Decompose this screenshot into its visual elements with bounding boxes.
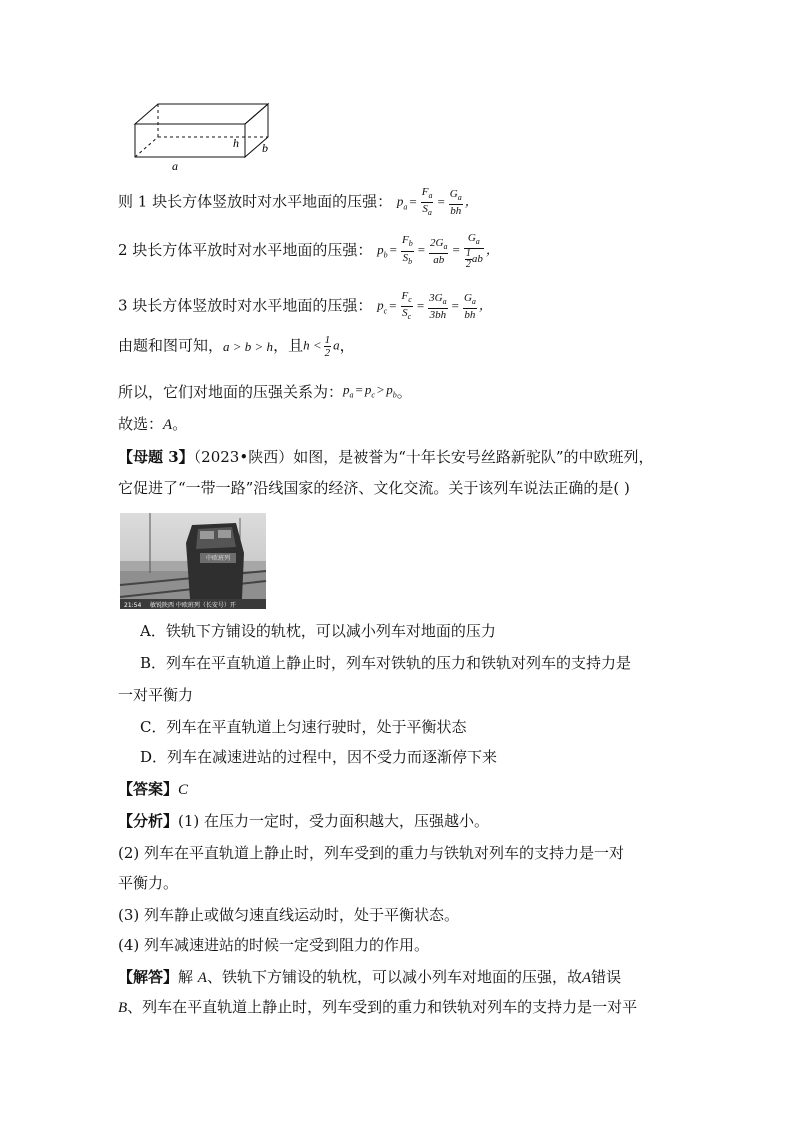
- label-a: a: [172, 159, 178, 173]
- option-b-cont: 一对平衡力: [118, 686, 194, 704]
- question-tag: 【母题 3】: [118, 448, 194, 466]
- solution-line-2: B、列车在平直轨道上静止时，列车受到的重力和铁轨对列车的支持力是一对平: [118, 998, 638, 1016]
- inequality: a > b > h: [223, 338, 274, 354]
- text: 故选：: [118, 415, 164, 433]
- h-half-a: h < $\frac{1}{2}$ a: [303, 334, 340, 359]
- analysis-line-3: (3) 列车静止或做匀速直线运动时，处于平衡状态。: [118, 906, 460, 924]
- analysis-line-4: (4) 列车减速进站的时候一定受到阻力的作用。: [118, 936, 430, 954]
- formula-pa: $p_a$ = $\frac{F_a}{S_a}$ = $\frac{G_a}{bh}$ ，: [396, 186, 478, 218]
- train-sign: 中欧班列: [205, 555, 231, 562]
- answer-line: [118, 778, 188, 801]
- answer-tag: 【答案】: [118, 780, 179, 798]
- relation-formula: $p_a = p_c > p_b$: [343, 382, 397, 400]
- analysis-line-2-cont: 平衡力。: [118, 874, 179, 892]
- question-line-2: 它促进了“一带一路”沿线国家的经济、文化交流。关于该列车说法正确的是( ): [118, 479, 630, 497]
- analysis-tag: 【分析】: [118, 812, 179, 830]
- photo-ticker: 敏锐陕西 中欧班列（长安号）开: [150, 602, 236, 609]
- text: 由题和图可知，: [118, 336, 224, 355]
- question-line-1: [118, 446, 654, 468]
- label-b: b: [262, 141, 268, 155]
- analysis-line-1: [118, 810, 489, 832]
- photo-time: 21:54: [124, 602, 142, 609]
- text: 则 1 块长方体竖放时对水平地面的压强：: [118, 192, 393, 211]
- choice-line: 故选：A。: [118, 415, 188, 433]
- cuboid-diagram: [132, 100, 277, 173]
- solution-line-1: 【解答】解 A、铁轨下方铺设的轨枕，可以减小列车对地面的压强，故A错误: [118, 968, 622, 986]
- text: (1) 在压力一定时，受力面积越大，压强越小。: [178, 812, 490, 830]
- option-d: D．列车在减速进站的过程中，因不受力而逐渐停下来: [140, 748, 498, 766]
- option-a: A．铁轨下方铺设的轨枕，可以减小列车对地面的压力: [140, 622, 496, 640]
- train-photo: [120, 513, 266, 609]
- text: 2 块长方体平放时对水平地面的压强：: [118, 241, 373, 260]
- text: 所以，它们对地面的压强关系为：: [118, 382, 344, 401]
- question-text: （2023•陕西）如图，是被誉为“十年长安号丝路新驼队”的中欧班列，: [193, 448, 654, 466]
- answer-value: C: [178, 782, 189, 798]
- inequality-line: 由题和图可知，a > b > h，且h < $\frac{1}{2}$ a，: [118, 334, 355, 359]
- choice-answer: A: [163, 417, 173, 433]
- text: ，且: [273, 336, 304, 355]
- pressure-line-2: [118, 232, 499, 270]
- pressure-line-3: [118, 290, 492, 323]
- formula-pc: $p_c$ = $\frac{F_c}{S_c}$ = $\frac{3G_a}{3bh}$ = $\frac{G_a}{bh}$ ，: [377, 290, 492, 322]
- analysis-line-2: (2) 列车在平直轨道上静止时，列车受到的重力与铁轨对列车的支持力是一对: [118, 844, 625, 862]
- relation-line: 所以，它们对地面的压强关系为：$p_a = p_c > p_b$。: [118, 379, 412, 407]
- text: 3 块长方体竖放时对水平地面的压强：: [118, 296, 373, 315]
- solution-tag: 【解答】: [118, 968, 179, 986]
- label-h: h: [233, 136, 239, 150]
- option-c: C．列车在平直轨道上匀速行驶时，处于平衡状态: [140, 718, 467, 736]
- formula-pb: $p_b$ = $\frac{F_b}{S_b}$ = $\frac{2G_a}{ab}$ = $G_a$ $\frac{1}{2}$ ab ，: [377, 232, 499, 271]
- option-b: B．列车在平直轨道上静止时，列车对铁轨的压力和铁轨对列车的支持力是: [140, 654, 632, 672]
- pressure-line-1: [118, 186, 478, 219]
